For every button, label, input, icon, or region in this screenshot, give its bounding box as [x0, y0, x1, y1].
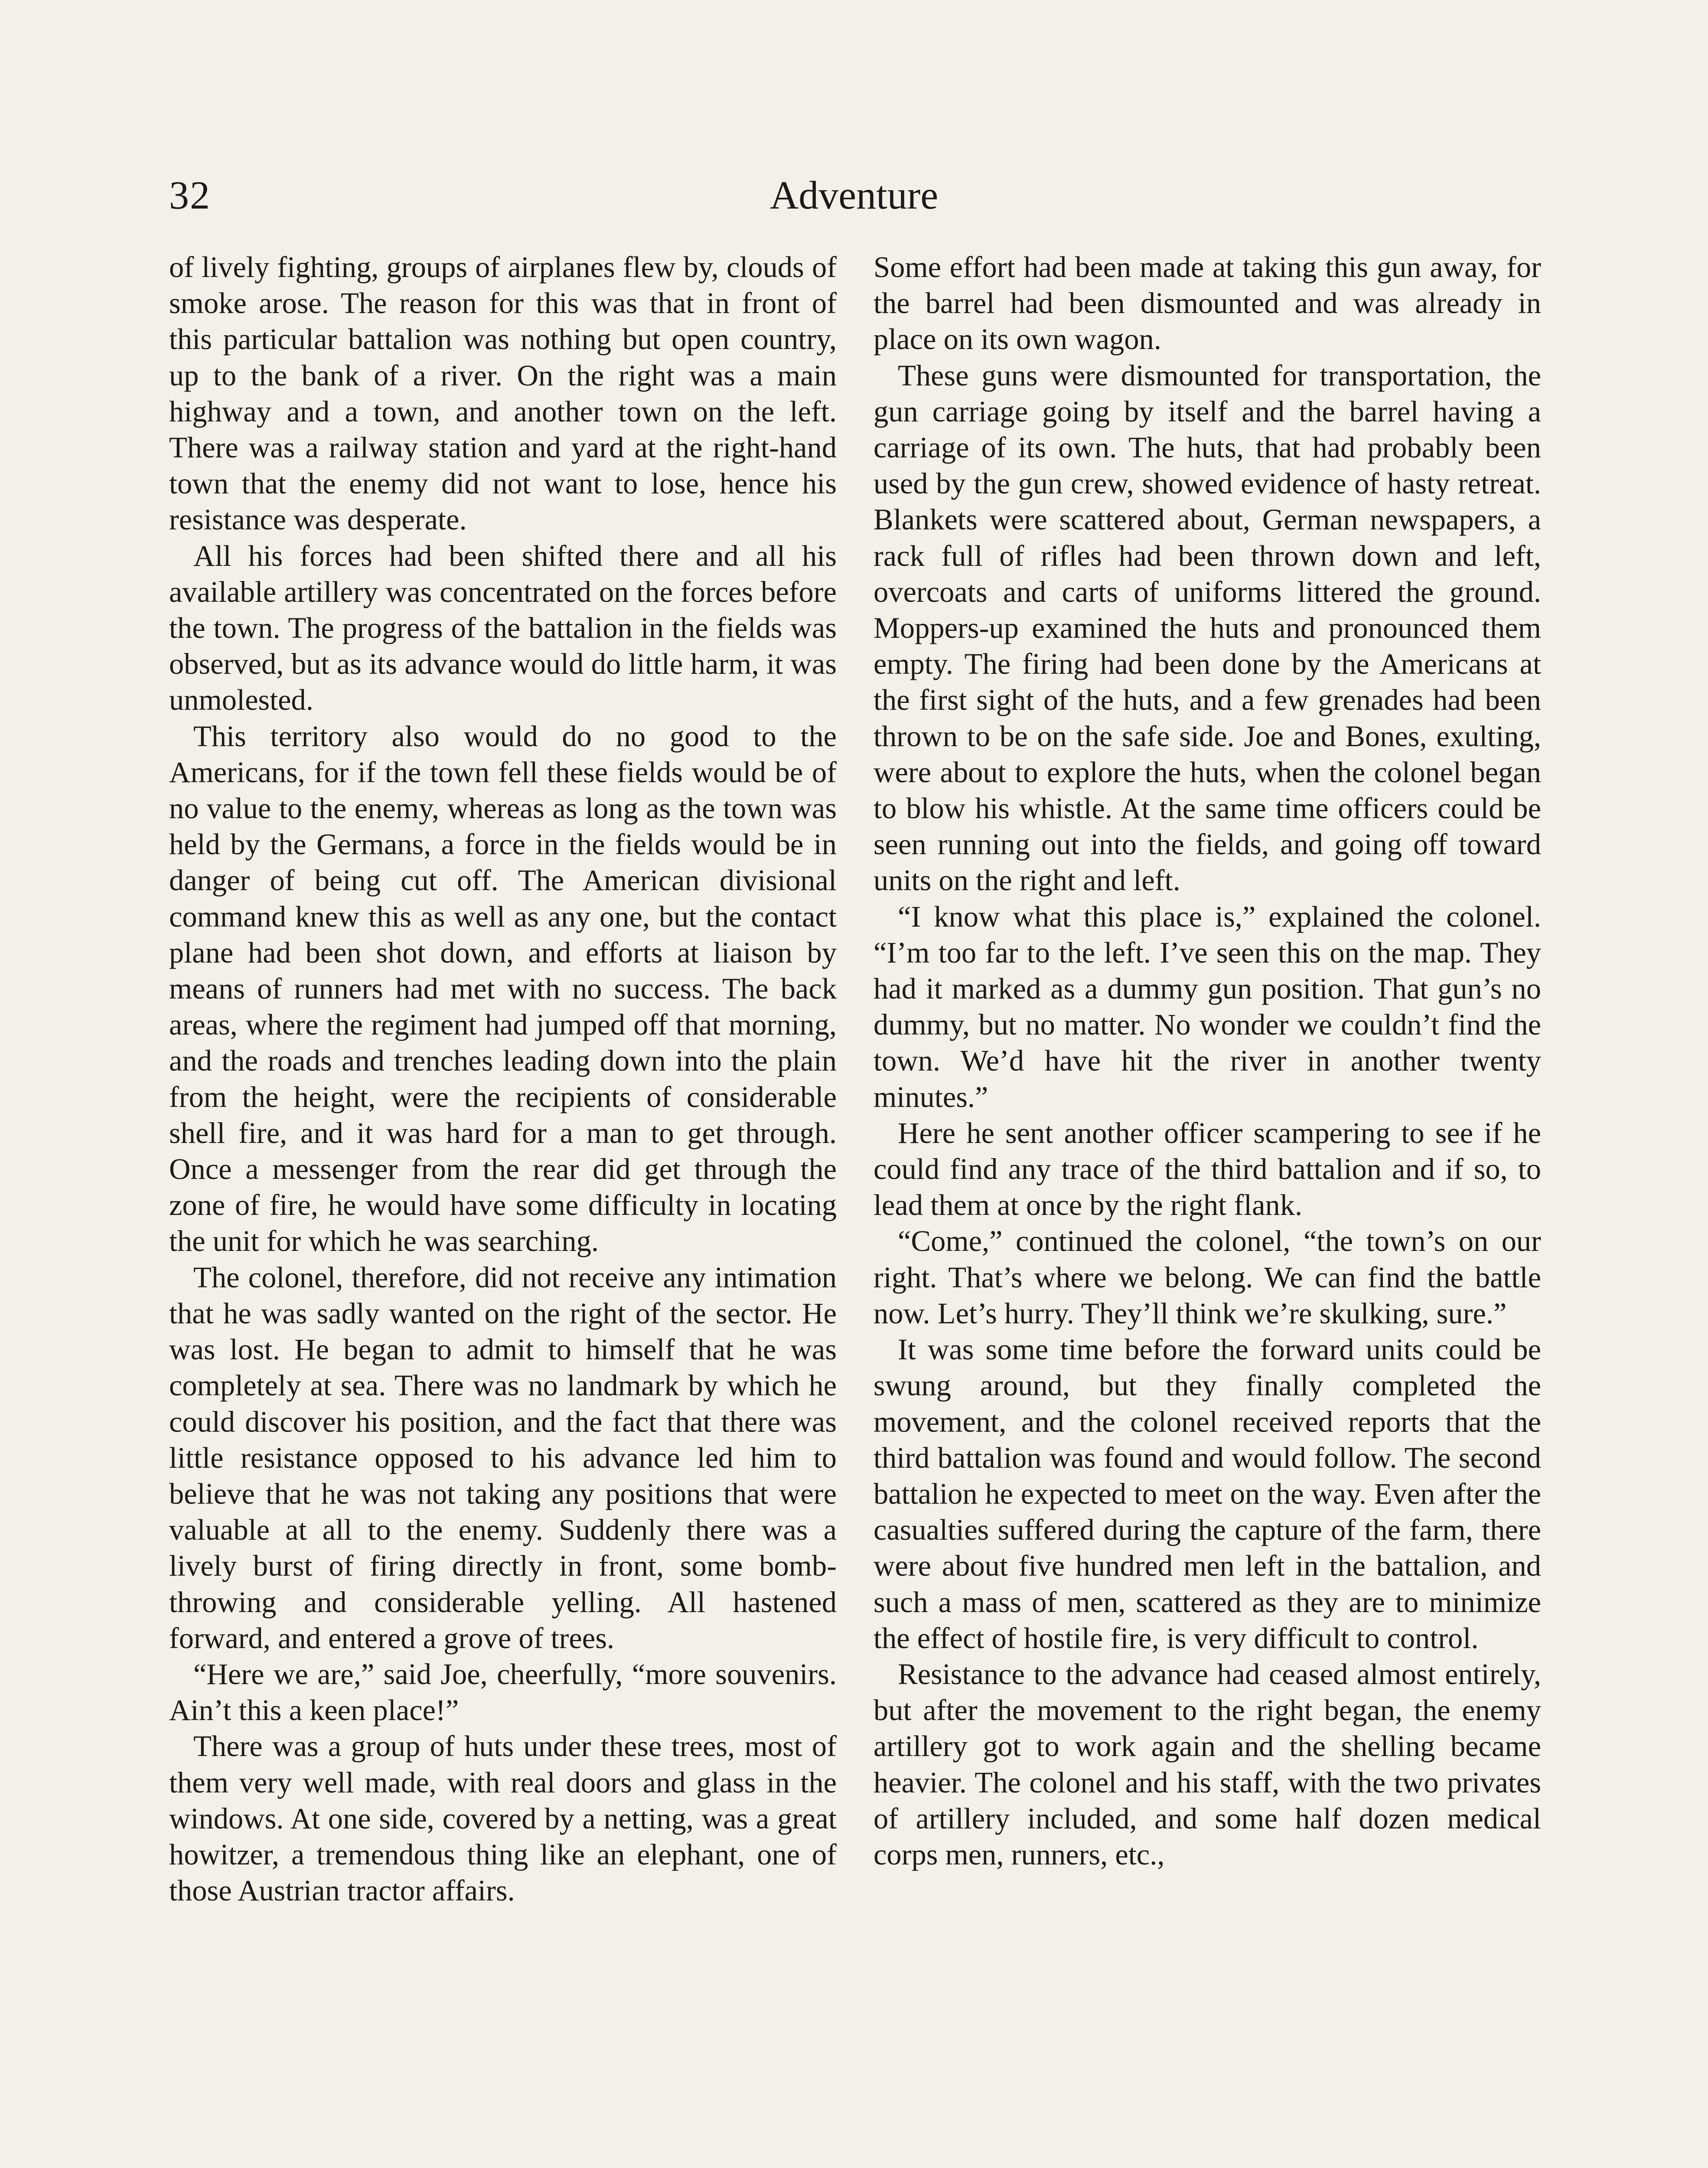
- paragraph: It was some time before the forward units could be swung around, but they finally completed the movement, and the colonel received reports that the third battalion was found and would follow. The second battalion he expected to meet on the way. Even after the casualties suffered during the capture of the farm, there were about five hundred men left in the battalion, and such a mass of men, scattered as they are to minimize the effect of hostile fire, is very difficult to control.: [874, 1333, 1541, 1655]
- running-title: Adventure: [769, 173, 939, 217]
- paragraph: This territory also would do no good to the Americans, for if the town fell these fields would be of no value to the enemy, whereas as long as the town was held by the Germans, a force in the fields would be in danger of being cut off. The American divisional command knew this as well as any one, but the contact plane had been shot down, and efforts at liaison by means of runners had met with no success. The back areas, where the regiment had jumped off that morning, and the roads and trenches leading down into the plain from the height, were the recipients of considerable shell fire, and it was hard for a man to get through. Once a messenger from the rear did get through the zone of fire, he would have some difficulty in locating the unit for which he was searching.: [169, 719, 837, 1258]
- page-number: 32: [169, 173, 211, 217]
- paragraph: of lively fighting, groups of airplanes flew by, clouds of smoke arose. The reason for this was that in front of this particular battalion was nothing but open country, up to the bank of a river. On the right was a main highway and a town, and another town on the left. There was a railway station and yard at the right-hand town that the enemy did not want to lose, hence his resistance was desperate.: [169, 251, 837, 536]
- paragraph: There was a group of huts under these trees, most of them very well made, with real doors and glass in the windows. At one side, covered by a netting, was a great howitzer, a tremendous thing like an elephant, one of those Austrian tractor affairs.: [169, 1730, 837, 1907]
- paragraph: “Come,” continued the colonel, “the town’s on our right. That’s where we belong. We can find the battle now. Let’s hurry. They’ll think we’re skulking, sure.”: [874, 1224, 1541, 1330]
- page-header: [169, 169, 1539, 230]
- paragraph: The colonel, therefore, did not receive any intimation that he was sadly wanted on the right of the sector. He was lost. He began to admit to himself that he was completely at sea. There was no landmark by which he could discover his position, and the fact that there was little resistance opposed to his advance led him to believe that he was not taking any positions that were valuable at all to the enemy. Suddenly there was a lively burst of firing directly in front, some bomb-throwing and considerable yelling. All hastened forward, and entered a grove of trees.: [169, 1260, 837, 1655]
- paragraph: “I know what this place is,” explained the colonel. “I’m too far to the left. I’ve seen this on the map. They had it marked as a dummy gun position. That gun’s no dummy, but no matter. No wonder we couldn’t find the town. We’d have hit the river in another twenty minutes.”: [874, 900, 1541, 1113]
- paragraph: Some effort had been made at taking this gun away, for the barrel had been dismounted and was already in place on its own wagon.: [874, 251, 1541, 356]
- paragraph: Here he sent another officer scampering to see if he could find any trace of the third battalion and if so, to lead them at once by the right flank.: [874, 1116, 1541, 1222]
- paragraph: These guns were dismounted for transportation, the gun carriage going by itself and the barrel having a carriage of its own. The huts, that had probably been used by the gun crew, showed evidence of hasty retreat. Blankets were scattered about, German newspapers, a rack full of rifles had been thrown down and left, overcoats and carts of uniforms littered the ground. Moppers-up examined the huts and pronounced them empty. The firing had been done by the Americans at the first sight of the huts, and a few grenades had been thrown to be on the safe side. Joe and Bones, exulting, were about to explore the huts, when the colonel began to blow his whistle. At the same time officers could be seen running out into the fields, and going off toward units on the right and left.: [874, 359, 1541, 897]
- right-text-column: [874, 249, 1541, 1873]
- paragraph: Resistance to the advance had ceased almost entirely, but after the movement to the right began, the enemy artillery got to work again and the shelling became heavier. The colonel and his staff, with the two privates of artillery included, and some half dozen medical corps men, runners, etc.,: [874, 1657, 1541, 1871]
- paragraph: All his forces had been shifted there and all his available artillery was concentrated on the forces before the town. The progress of the battalion in the fields was observed, but as its advance would do little harm, it was unmolested.: [169, 539, 837, 717]
- left-text-column: [169, 249, 837, 1909]
- paragraph: “Here we are,” said Joe, cheerfully, “more souvenirs. Ain’t this a keen place!”: [169, 1657, 837, 1727]
